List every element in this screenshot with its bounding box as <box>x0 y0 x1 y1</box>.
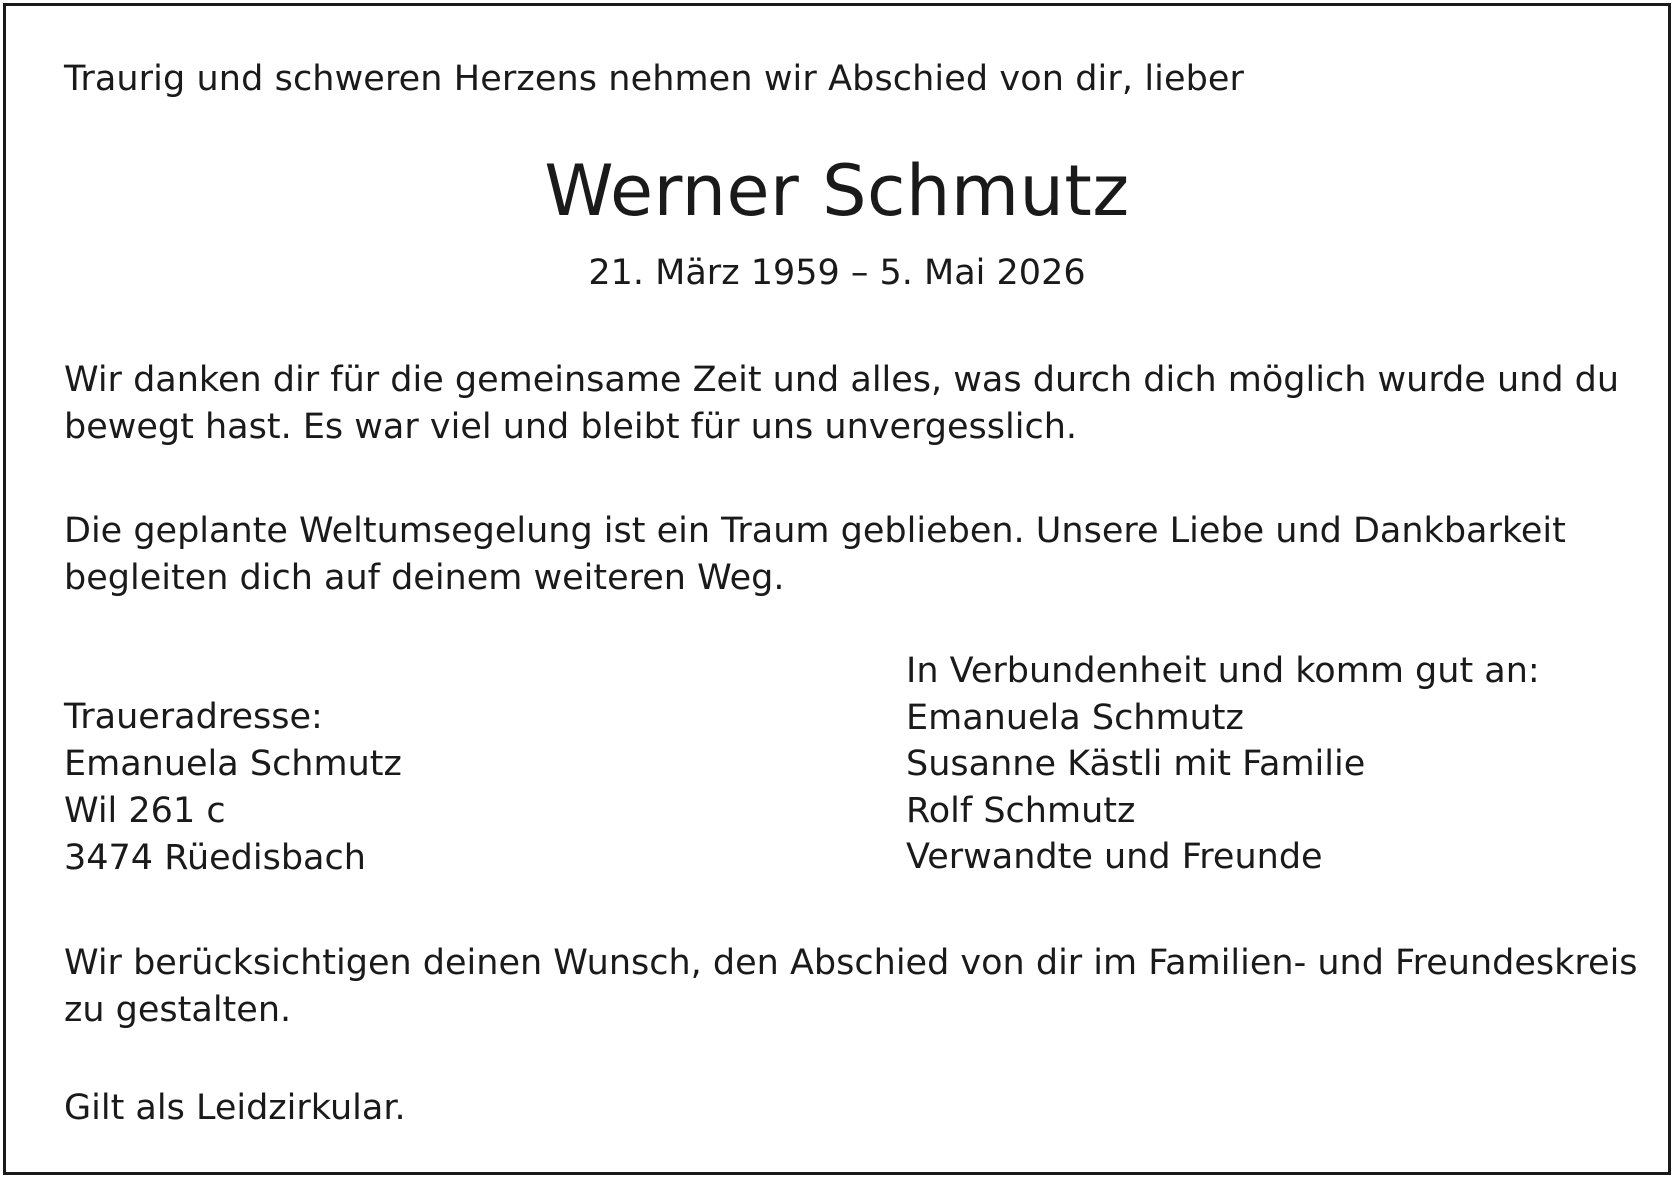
gratitude-paragraph <box>64 357 1619 451</box>
paragraph-line: Wir berücksichtigen deinen Wunsch, den Abschied von dir im Familien- und Freundeskreis <box>64 943 1638 983</box>
closing-text: Gilt als Leidzirkular. <box>64 1088 406 1128</box>
paragraph-line: bewegt hast. Es war viel und bleibt für uns unvergesslich. <box>64 407 1078 447</box>
dream-paragraph <box>64 508 1566 602</box>
signer-name: Rolf Schmutz <box>906 790 1136 831</box>
paragraph-line: Wir danken dir für die gemeinsame Zeit und alles, was durch dich möglich wurde und du <box>64 360 1620 400</box>
signer-name: Susanne Kästli mit Familie <box>906 744 1366 784</box>
address-label: Traueradresse: <box>64 697 323 737</box>
farewell-wish-paragraph <box>64 940 1638 1034</box>
life-dates: 21. März 1959 – 5. Mai 2026 <box>588 253 1086 293</box>
signer-name: Emanuela Schmutz <box>906 697 1244 738</box>
address-street: Wil 261 c <box>64 791 226 831</box>
signers-block <box>906 648 1540 881</box>
paragraph-line: begleiten dich auf deinem weiteren Weg. <box>64 558 785 598</box>
address-city: 3474 Rüedisbach <box>64 838 366 878</box>
mourning-address <box>64 694 402 882</box>
paragraph-line: zu gestalten. <box>64 990 292 1030</box>
deceased-name: Werner Schmutz <box>544 150 1130 232</box>
paragraph-line: Die geplante Weltumsegelung ist ein Traum geblieben. Unsere Liebe und Dankbarkeit <box>64 511 1566 551</box>
closing-note <box>64 1085 406 1132</box>
signers-heading: In Verbundenheit und komm gut an: <box>906 651 1540 691</box>
intro-text: Traurig und schweren Herzens nehmen wir Abschied von dir, lieber <box>64 59 1245 99</box>
address-name: Emanuela Schmutz <box>64 744 402 784</box>
signer-name: Verwandte und Freunde <box>906 837 1323 877</box>
